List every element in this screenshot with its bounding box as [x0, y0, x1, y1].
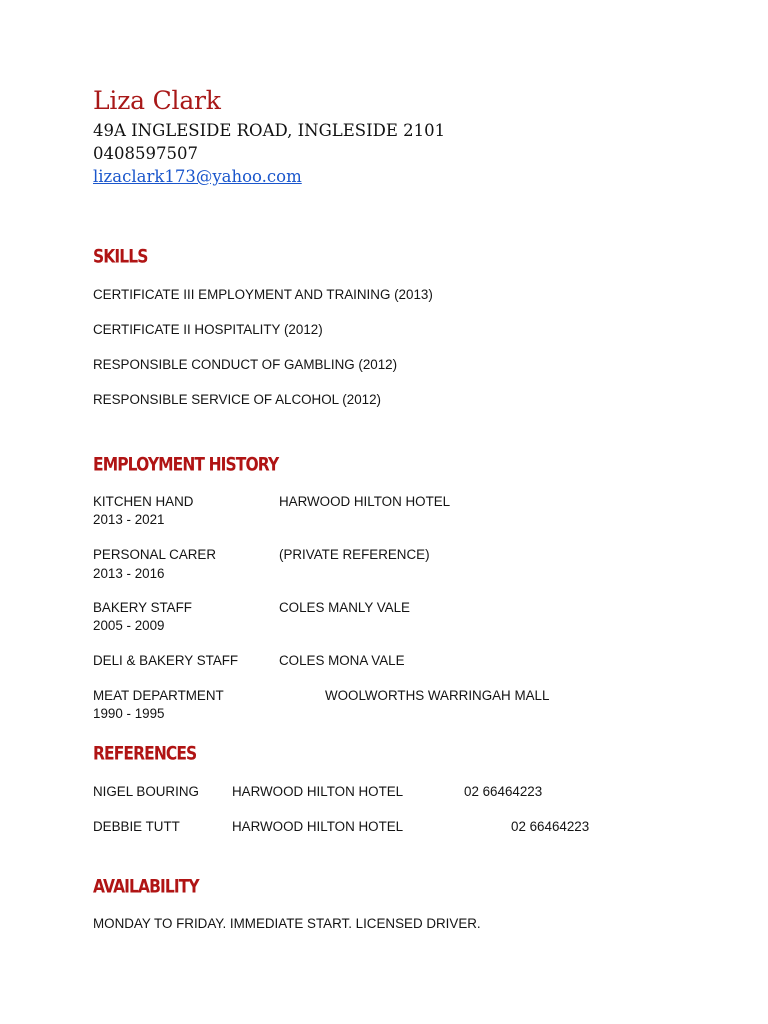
job-employer: COLES MANLY VALE: [279, 600, 410, 615]
availability-text: MONDAY TO FRIDAY. IMMEDIATE START. LICENSED DRIVER.: [93, 916, 481, 931]
skill-item: RESPONSIBLE CONDUCT OF GAMBLING (2012): [93, 357, 398, 372]
job-years: 2013 - 2016: [93, 566, 165, 581]
skill-item: RESPONSIBLE SERVICE OF ALCOHOL (2012): [93, 392, 382, 407]
job-role: DELI & BAKERY STAFF: [93, 653, 239, 668]
phone-number: 0408597507: [93, 144, 198, 163]
email-link[interactable]: lizaclark173@yahoo.com: [93, 167, 302, 186]
reference-name: DEBBIE TUTT: [93, 819, 180, 834]
job-employer: HARWOOD HILTON HOTEL: [279, 494, 451, 509]
skill-item: CERTIFICATE III EMPLOYMENT AND TRAINING (2013): [93, 287, 433, 302]
resume-name: Liza Clark: [93, 86, 221, 115]
references-heading: REFERENCES: [93, 743, 197, 765]
job-role: BAKERY STAFF: [93, 600, 192, 615]
reference-name: NIGEL BOURING: [93, 784, 199, 799]
job-employer: COLES MONA VALE: [279, 653, 405, 668]
job-role: PERSONAL CARER: [93, 547, 217, 562]
job-years: 2013 - 2021: [93, 512, 165, 527]
address: 49A INGLESIDE ROAD, INGLESIDE 2101: [93, 121, 446, 140]
job-years: 1990 - 1995: [93, 706, 165, 721]
availability-heading: AVAILABILITY: [93, 876, 199, 898]
reference-phone: 02 66464223: [464, 784, 543, 799]
reference-employer: HARWOOD HILTON HOTEL: [232, 819, 404, 834]
job-employer: WOOLWORTHS WARRINGAH MALL: [325, 688, 550, 703]
job-years: 2005 - 2009: [93, 618, 165, 633]
reference-employer: HARWOOD HILTON HOTEL: [232, 784, 404, 799]
skill-item: CERTIFICATE II HOSPITALITY (2012): [93, 322, 323, 337]
employment-heading: EMPLOYMENT HISTORY: [93, 454, 279, 476]
job-role: KITCHEN HAND: [93, 494, 194, 509]
job-employer: (PRIVATE REFERENCE): [279, 547, 430, 562]
skills-heading: SKILLS: [93, 246, 148, 268]
reference-phone: 02 66464223: [511, 819, 590, 834]
job-role: MEAT DEPARTMENT: [93, 688, 224, 703]
